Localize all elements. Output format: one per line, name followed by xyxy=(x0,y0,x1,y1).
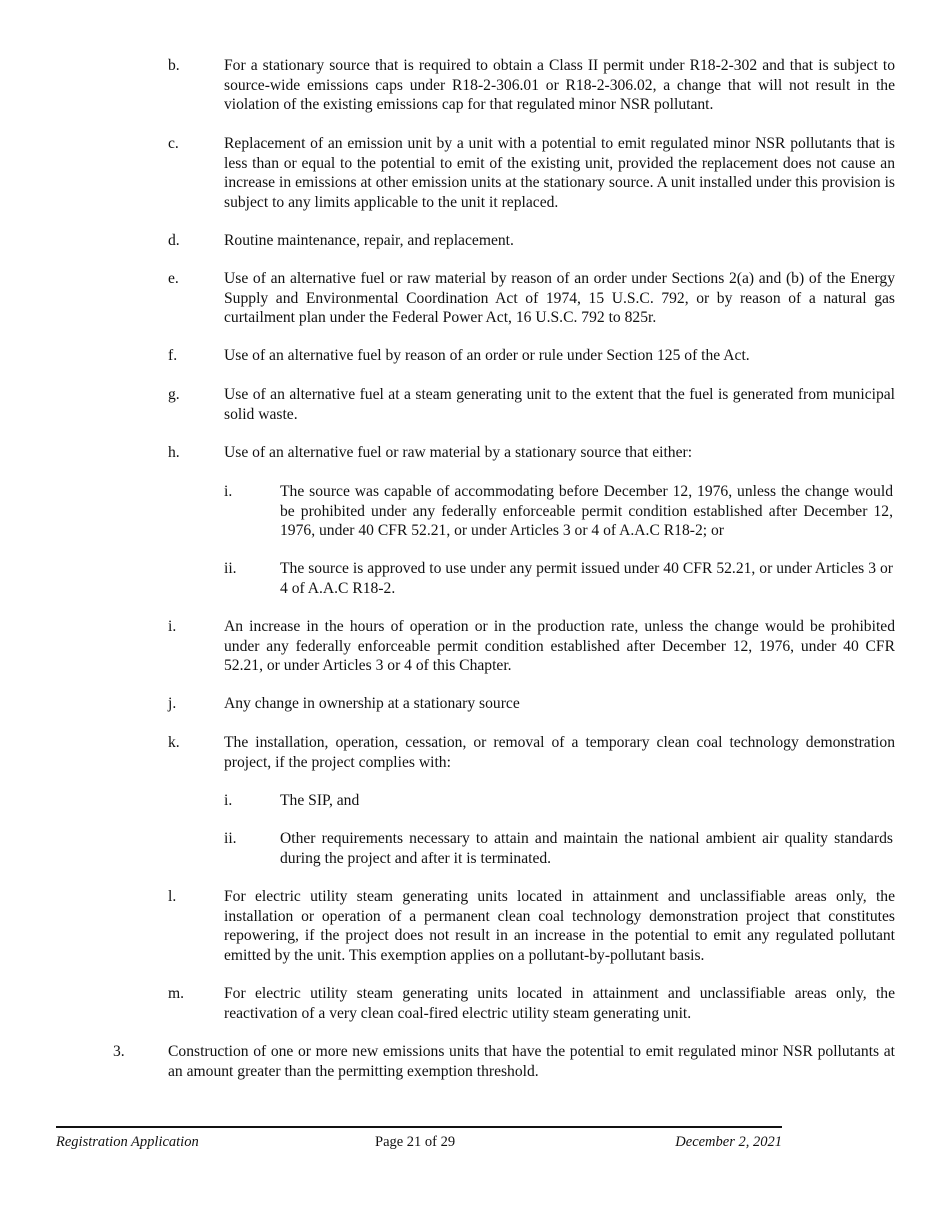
item-text: Use of an alternative fuel at a steam generating unit to the extent that the fuel is generated from municipal solid waste. xyxy=(224,386,895,423)
footer-document-title: Registration Application xyxy=(56,1134,199,1150)
item-label: i. xyxy=(168,618,177,635)
item-text: Use of an alternative fuel by reason of an order or rule under Section 125 of the Act. xyxy=(224,347,750,364)
item-text: The source was capable of accommodating before December 12, 1976, unless the change would be prohibited under any federally enforceable permit condition established after December 12, 1976, under 40 CFR 52.21, or under Articles 3 or 4 of A.A.C R18-2; or xyxy=(280,483,893,539)
item-label: i. xyxy=(224,483,233,500)
item-label: d. xyxy=(168,232,180,249)
item-label: b. xyxy=(168,57,180,74)
footer-divider xyxy=(56,1126,782,1128)
item-text: Replacement of an emission unit by a unit with a potential to emit regulated minor NSR pollutants that is less than or equal to the potential to emit of the existing unit, provided the replacement does not cause an increase in emissions at other emission units at the stationary source. A unit installed under this provision is subject to any limits applicable to the unit it replaced. xyxy=(224,135,895,211)
item-text: Other requirements necessary to attain and maintain the national ambient air quality standards during the project and after it is terminated. xyxy=(280,830,893,867)
item-label: e. xyxy=(168,270,179,287)
item-label: h. xyxy=(168,444,180,461)
item-text: For a stationary source that is required to obtain a Class II permit under R18-2-302 and that is subject to source-wide emissions caps under R18-2-306.01 or R18-2-306.02, a change that will not result in the violation of the existing emissions cap for that regulated minor NSR pollutant. xyxy=(224,57,895,113)
item-text: An increase in the hours of operation or in the production rate, unless the change would be prohibited under any federally enforceable permit condition established after December 12, 1976, under 40 CFR 52.21, or under Articles 3 or 4 of this Chapter. xyxy=(224,618,895,674)
item-label: k. xyxy=(168,734,180,751)
item-text: Any change in ownership at a stationary source xyxy=(224,695,520,712)
item-label: f. xyxy=(168,347,178,364)
item-label: ii. xyxy=(224,560,237,577)
item-text: The installation, operation, cessation, or removal of a temporary clean coal technology demonstration project, if the project complies with: xyxy=(224,734,895,771)
item-label: i. xyxy=(224,792,233,809)
footer-page-number: Page 21 of 29 xyxy=(375,1134,456,1150)
item-text: For electric utility steam generating units located in attainment and unclassifiable areas only, the reactivation of a very clean coal-fired electric utility steam generating unit. xyxy=(224,985,895,1022)
item-label: l. xyxy=(168,888,177,905)
item-text: The source is approved to use under any permit issued under 40 CFR 52.21, or under Articles 3 or 4 of A.A.C R18-2. xyxy=(280,560,893,597)
item-label: ii. xyxy=(224,830,237,847)
item-label: m. xyxy=(168,985,185,1002)
item-label: c. xyxy=(168,135,179,152)
item-label: j. xyxy=(168,695,177,712)
item-text: For electric utility steam generating units located in attainment and unclassifiable areas only, the installation or operation of a permanent clean coal technology demonstration project that constitutes repowering, if the project does not result in an increase in the potential to emit any regulated pollutant emitted by the unit. This exemption applies on a pollutant-by-pollutant basis. xyxy=(224,888,895,964)
item-label: 3. xyxy=(113,1043,125,1060)
item-text: The SIP, and xyxy=(280,792,360,809)
item-text: Use of an alternative fuel or raw material by reason of an order under Sections 2(a) and (b) of the Energy Supply and Environmental Coordination Act of 1974, 15 U.S.C. 792, or by reason of a natural gas curtailment plan under the Federal Power Act, 16 U.S.C. 792 to 825r. xyxy=(224,270,895,326)
item-text: Use of an alternative fuel or raw material by a stationary source that either: xyxy=(224,444,693,461)
footer-date: December 2, 2021 xyxy=(675,1134,782,1150)
item-text: Routine maintenance, repair, and replacement. xyxy=(224,232,514,249)
item-label: g. xyxy=(168,386,180,403)
item-text: Construction of one or more new emissions units that have the potential to emit regulated minor NSR pollutants at an amount greater than the permitting exemption threshold. xyxy=(168,1043,895,1080)
